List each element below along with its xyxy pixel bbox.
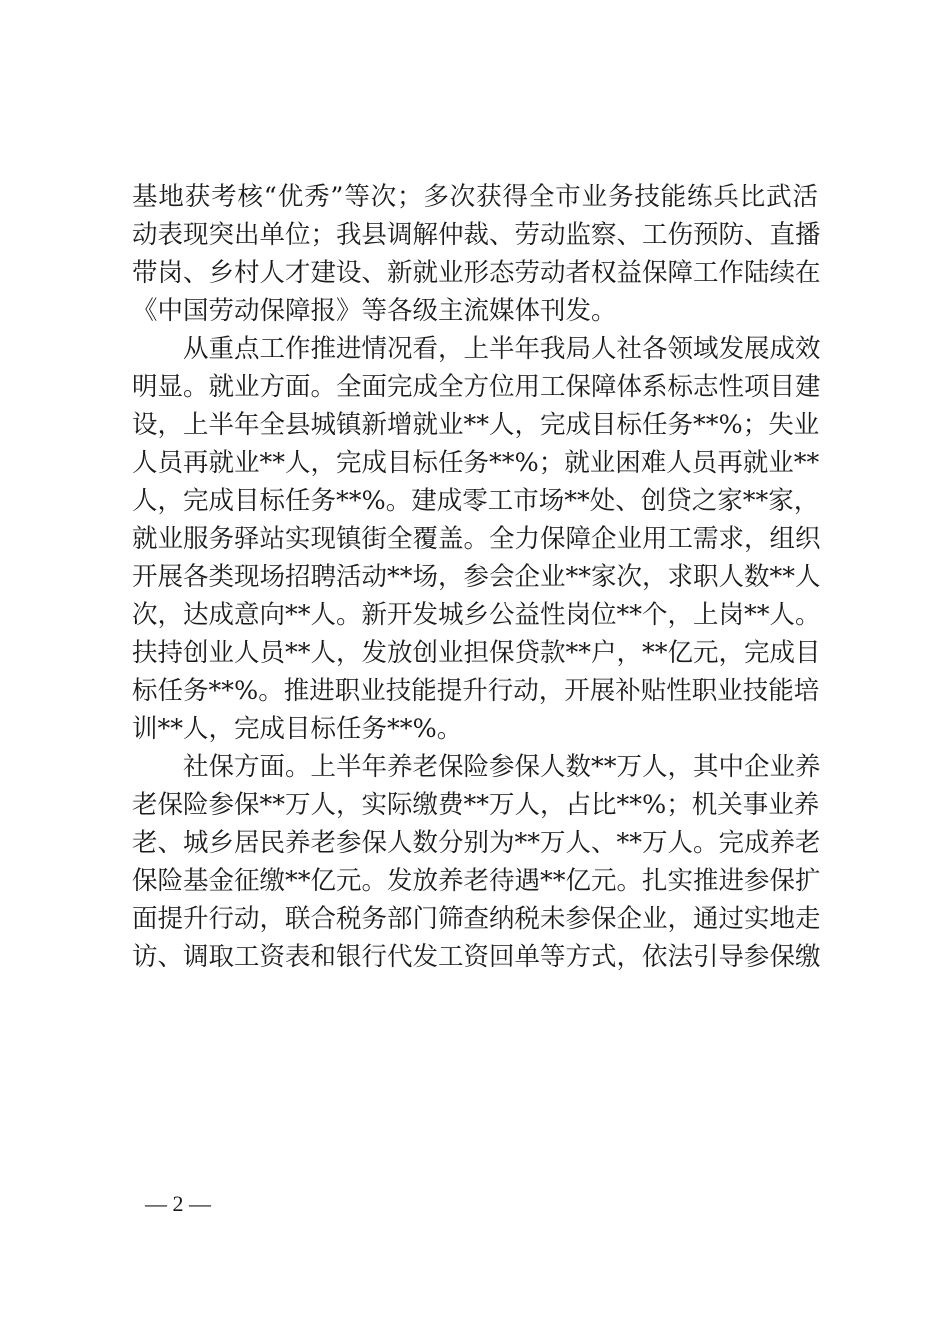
text-line: 访、调取工资表和银行代发工资回单等方式，依法引导参保缴 [132,942,821,972]
text-line: 次，达成意向**人。新开发城乡公益性岗位**个，上岗**人。 [132,600,821,630]
text-line: 带岗、乡村人才建设、新就业形态劳动者权益保障工作陆续在 [132,258,821,288]
text-line: 人员再就业**人，完成目标任务**%；就业困难人员再就业** [132,448,820,478]
text-line: 明显。就业方面。全面完成全方位用工保障体系标志性项目建 [132,372,821,402]
text-line: 社保方面。上半年养老保险参保人数**万人，其中企业养 [132,752,821,782]
text-line: 老保险参保**万人，实际缴费**万人，占比**%；机关事业养 [132,790,820,820]
text-line: 扶持创业人员**人，发放创业担保贷款**户，**亿元，完成目 [132,638,821,668]
text-line: 设，上半年全县城镇新增就业**人，完成目标任务**%；失业 [132,410,820,440]
text-line: 基地获考核“优秀”等次；多次获得全市业务技能练兵比武活 [132,182,818,212]
text-line: 保险基金征缴**亿元。发放养老待遇**亿元。扎实推进参保扩 [132,866,821,896]
text-line: 从重点工作推进情况看，上半年我局人社各领域发展成效 [132,334,821,364]
text-line: 面提升行动，联合税务部门筛查纳税未参保企业，通过实地走 [132,904,821,934]
text-line: 就业服务驿站实现镇街全覆盖。全力保障企业用工需求，组织 [132,524,821,554]
text-line: 开展各类现场招聘活动**场，参会企业**家次，求职人数**人 [132,562,821,592]
text-line: 《中国劳动保障报》等各级主流媒体刊发。 [132,296,617,326]
page-number: — 2 — [145,1191,211,1216]
text-line: 标任务**%。推进职业技能提升行动，开展补贴性职业技能培 [132,676,820,706]
text-line: 人，完成目标任务**%。建成零工市场**处、创贷之家**家， [132,486,820,516]
document-body [132,178,821,976]
text-line: 老、城乡居民养老参保人数分别为**万人、**万人。完成养老 [132,828,821,858]
text-line: 训**人，完成目标任务**%。 [132,714,463,744]
text-line: 动表现突出单位；我县调解仲裁、劳动监察、工伤预防、直播 [132,220,821,250]
